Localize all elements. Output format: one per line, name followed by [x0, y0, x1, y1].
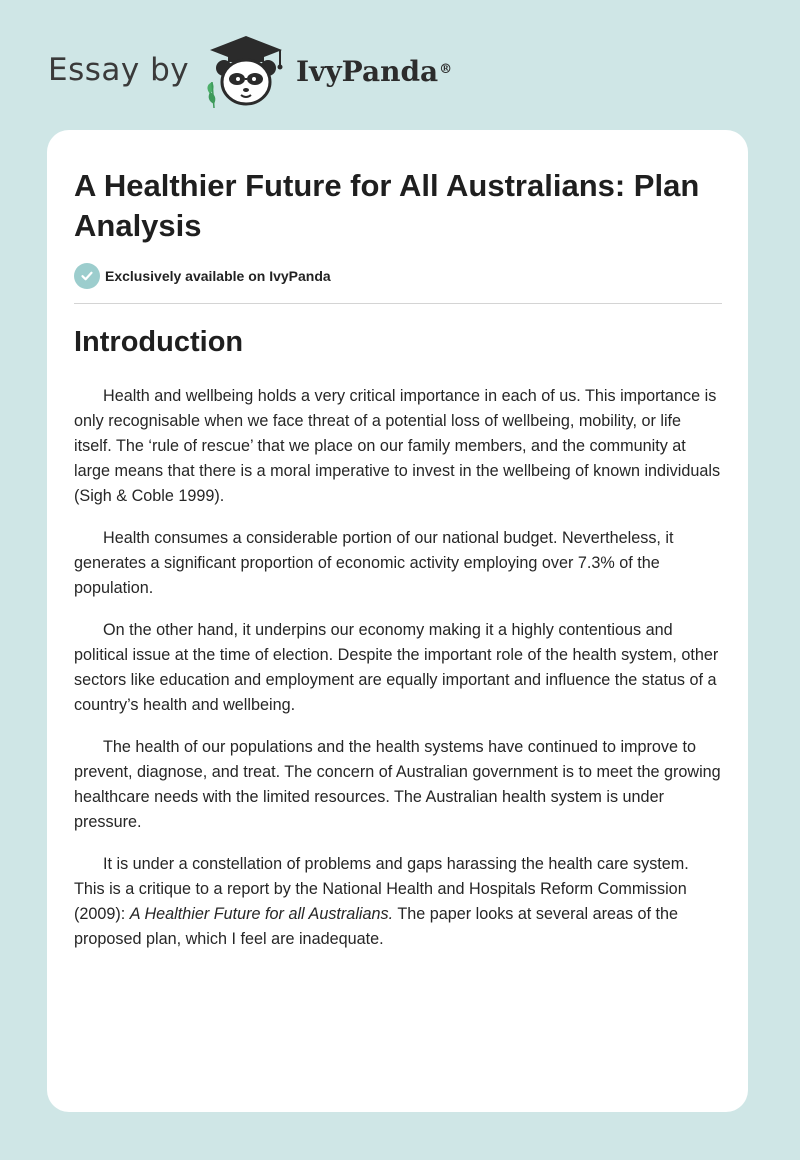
- paragraph: [74, 852, 722, 952]
- article-title: A Healthier Future for All Australians: Plan Analysis: [74, 168, 700, 243]
- paragraph: Health consumes a considerable portion of our national budget. Nevertheless, it generates a significant proportion of economic activity employing over 7.3% of the population.: [74, 529, 674, 597]
- article-body: [74, 384, 722, 969]
- site-header: [0, 0, 800, 130]
- divider: [74, 303, 722, 304]
- paragraph: The health of our populations and the health systems have continued to improve to prevent, diagnose, and treat. The concern of Australian government is to meet the growing healthcare needs with the limited resources. The Australian health system is under pressure.: [74, 738, 721, 831]
- paragraph-text: The paper looks at several areas of the proposed plan, which I feel are inadequate.: [74, 905, 679, 948]
- brand-name: IvyPanda: [296, 55, 439, 88]
- checkmark-icon: [74, 263, 100, 289]
- exclusive-badge-label: Exclusively available on IvyPanda: [105, 268, 331, 284]
- exclusive-badge: [74, 263, 331, 289]
- paragraph: On the other hand, it underpins our economy making it a highly contentious and political issue at the time of election. Despite the important role of the health system, other sectors like education and employment are equally important and influence the status of a country’s health and wellbeing.: [74, 621, 719, 714]
- registered-mark: ®: [439, 62, 453, 77]
- section-heading: Introduction: [74, 326, 244, 358]
- panda-graduate-icon[interactable]: [200, 34, 292, 110]
- essay-by-label: Essay by: [48, 52, 190, 88]
- article-card: [47, 130, 748, 1112]
- paragraph-text: It is under a constellation of problems and gaps harassing the health care system. This is a critique to a report by the National Health and Hospitals Reform Commission (2009):: [74, 855, 689, 923]
- report-title: A Healthier Future for all Australians.: [129, 905, 394, 923]
- brand-wordmark[interactable]: [296, 52, 452, 92]
- paragraph: Health and wellbeing holds a very critical importance in each of us. This importance is only recognisable when we face threat of a potential loss of wellbeing, mobility, or life itself. The ‘rule of rescue’ that we place on our family members, and the community at large means that there is a moral imperative to invest in the wellbeing of known individuals (Sigh & Coble 1999).: [74, 387, 721, 505]
